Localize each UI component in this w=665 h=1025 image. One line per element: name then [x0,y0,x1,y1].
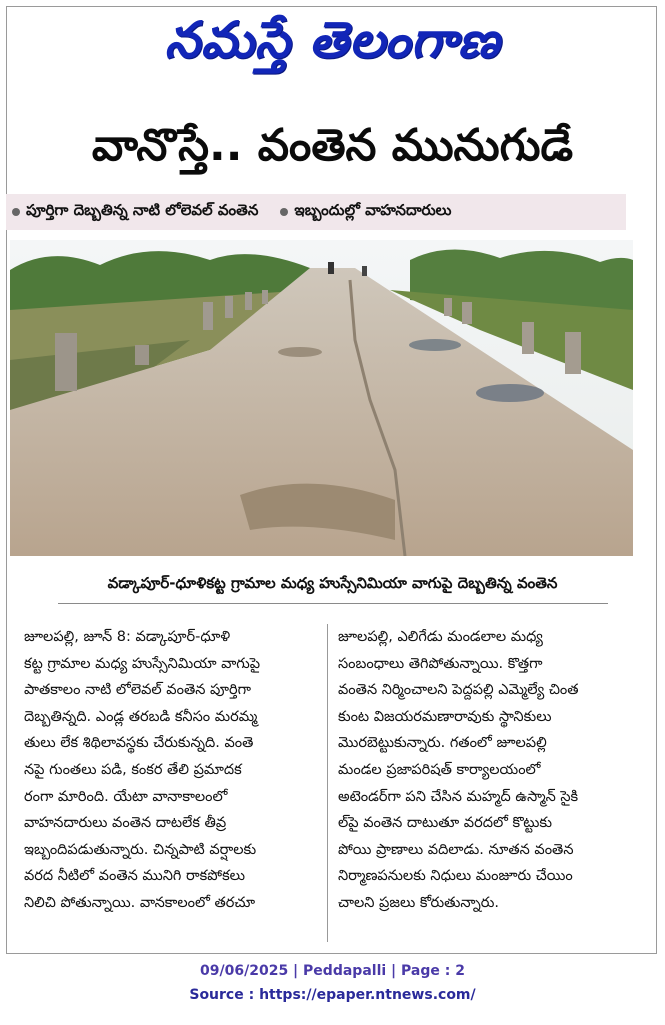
body-line: ఇబ్బందిపడుతున్నారు. చిన్నపాటి వర్షాలకు [24,841,257,858]
subpoint [12,201,258,223]
footer-source: Source : https://epaper.ntnews.com/ [189,987,476,1003]
newspaper-masthead: నమస్తే తెలంగాణ [164,11,501,69]
body-line: ల్‌పై వంతెన దాటుతూ వరదలో కొట్టుకు [338,815,553,832]
body-line: అటెండర్‌గా పని చేసిన మహ్మద్ ఉస్మాన్ సైకి [338,788,579,805]
body-line: వాహనదారులు వంతెన దాటలేక తీవ్ర [24,815,227,832]
body-line: పోయి ప్రాణాలు వదిలాడు. నూతన వంతెన [338,841,574,858]
bullet-icon [12,208,20,216]
bridge-photo-illustration [10,240,633,556]
article-body-left [24,624,320,917]
body-line: కుంట విజయరమణారావుకు స్థానికులు [338,708,552,725]
article-body-right [338,624,634,917]
body-line: మండల ప్రజాపరిషత్ కార్యాలయంలో [338,761,541,778]
body-line: జూలపల్లి, ఎలిగేడు మండలాల మధ్య [338,629,543,645]
body-line: రంగా మారింది. యేటా వానాకాలంలో [24,788,228,805]
body-line: తులు లేక శిథిలావస్థకు చేరుకున్నది. వంతె [24,735,254,752]
body-line: మొరబెట్టుకున్నారు. గతంలో జూలపల్లి [338,735,547,752]
footer-date-edition: 09/06/2025 | Peddapalli | Page : 2 [200,963,465,979]
body-line: సంబంధాలు తెగిపోతున్నాయి. కొత్తగా [338,655,543,672]
body-line: కట్ట గ్రామాల మధ్య హుస్సేనిమియా వాగుపై [24,655,261,672]
subpoint-text: పూర్తిగా దెబ్బతిన్న నాటి లోలెవల్ వంతెన [26,201,259,219]
subheadline-bar [6,194,626,230]
body-line: నిర్మాణపనులకు నిధులు మంజూరు చేయిం [338,868,573,885]
body-line: నపై గుంతలు పడి, కంకర తేలి ప్రమాదక [24,761,242,778]
body-line: వరద నీటిలో వంతెన మునిగి రాకపోకలు [24,868,245,885]
body-line: దెబ్బతిన్నది. ఎండ్ల తరబడి కనీసం మరమ్మ [24,708,258,725]
body-line: నిలిచి పోతున్నాయి. వానకాలంలో తరచూ [24,894,256,911]
body-line: జూలపల్లి, జూన్ 8: వడ్కాపూర్-ధూళి [24,629,231,645]
subpoint-text: ఇబ్బందుల్లో వాహనదారులు [294,201,452,219]
article-photo [10,240,633,556]
photo-caption: వడ్కాపూర్-ధూళికట్ట గ్రామాల మధ్య హుస్సేనిమియా వాగుపై దెబ్బతిన్న వంతెన [107,574,558,592]
column-divider [327,624,328,942]
caption-divider [58,603,608,604]
subpoint [280,201,451,223]
article-headline: వానొస్తే.. వంతెన మునుగుడే [91,120,574,171]
body-line: చాలని ప్రజలు కోరుతున్నారు. [338,894,500,911]
body-line: పాతకాలం నాటి లోలెవల్ వంతెన పూర్తిగా [24,682,251,699]
bullet-icon [280,208,288,216]
body-line: వంతెన నిర్మించాలని పెద్దపల్లి ఎమ్మెల్యే చింత [338,682,579,699]
